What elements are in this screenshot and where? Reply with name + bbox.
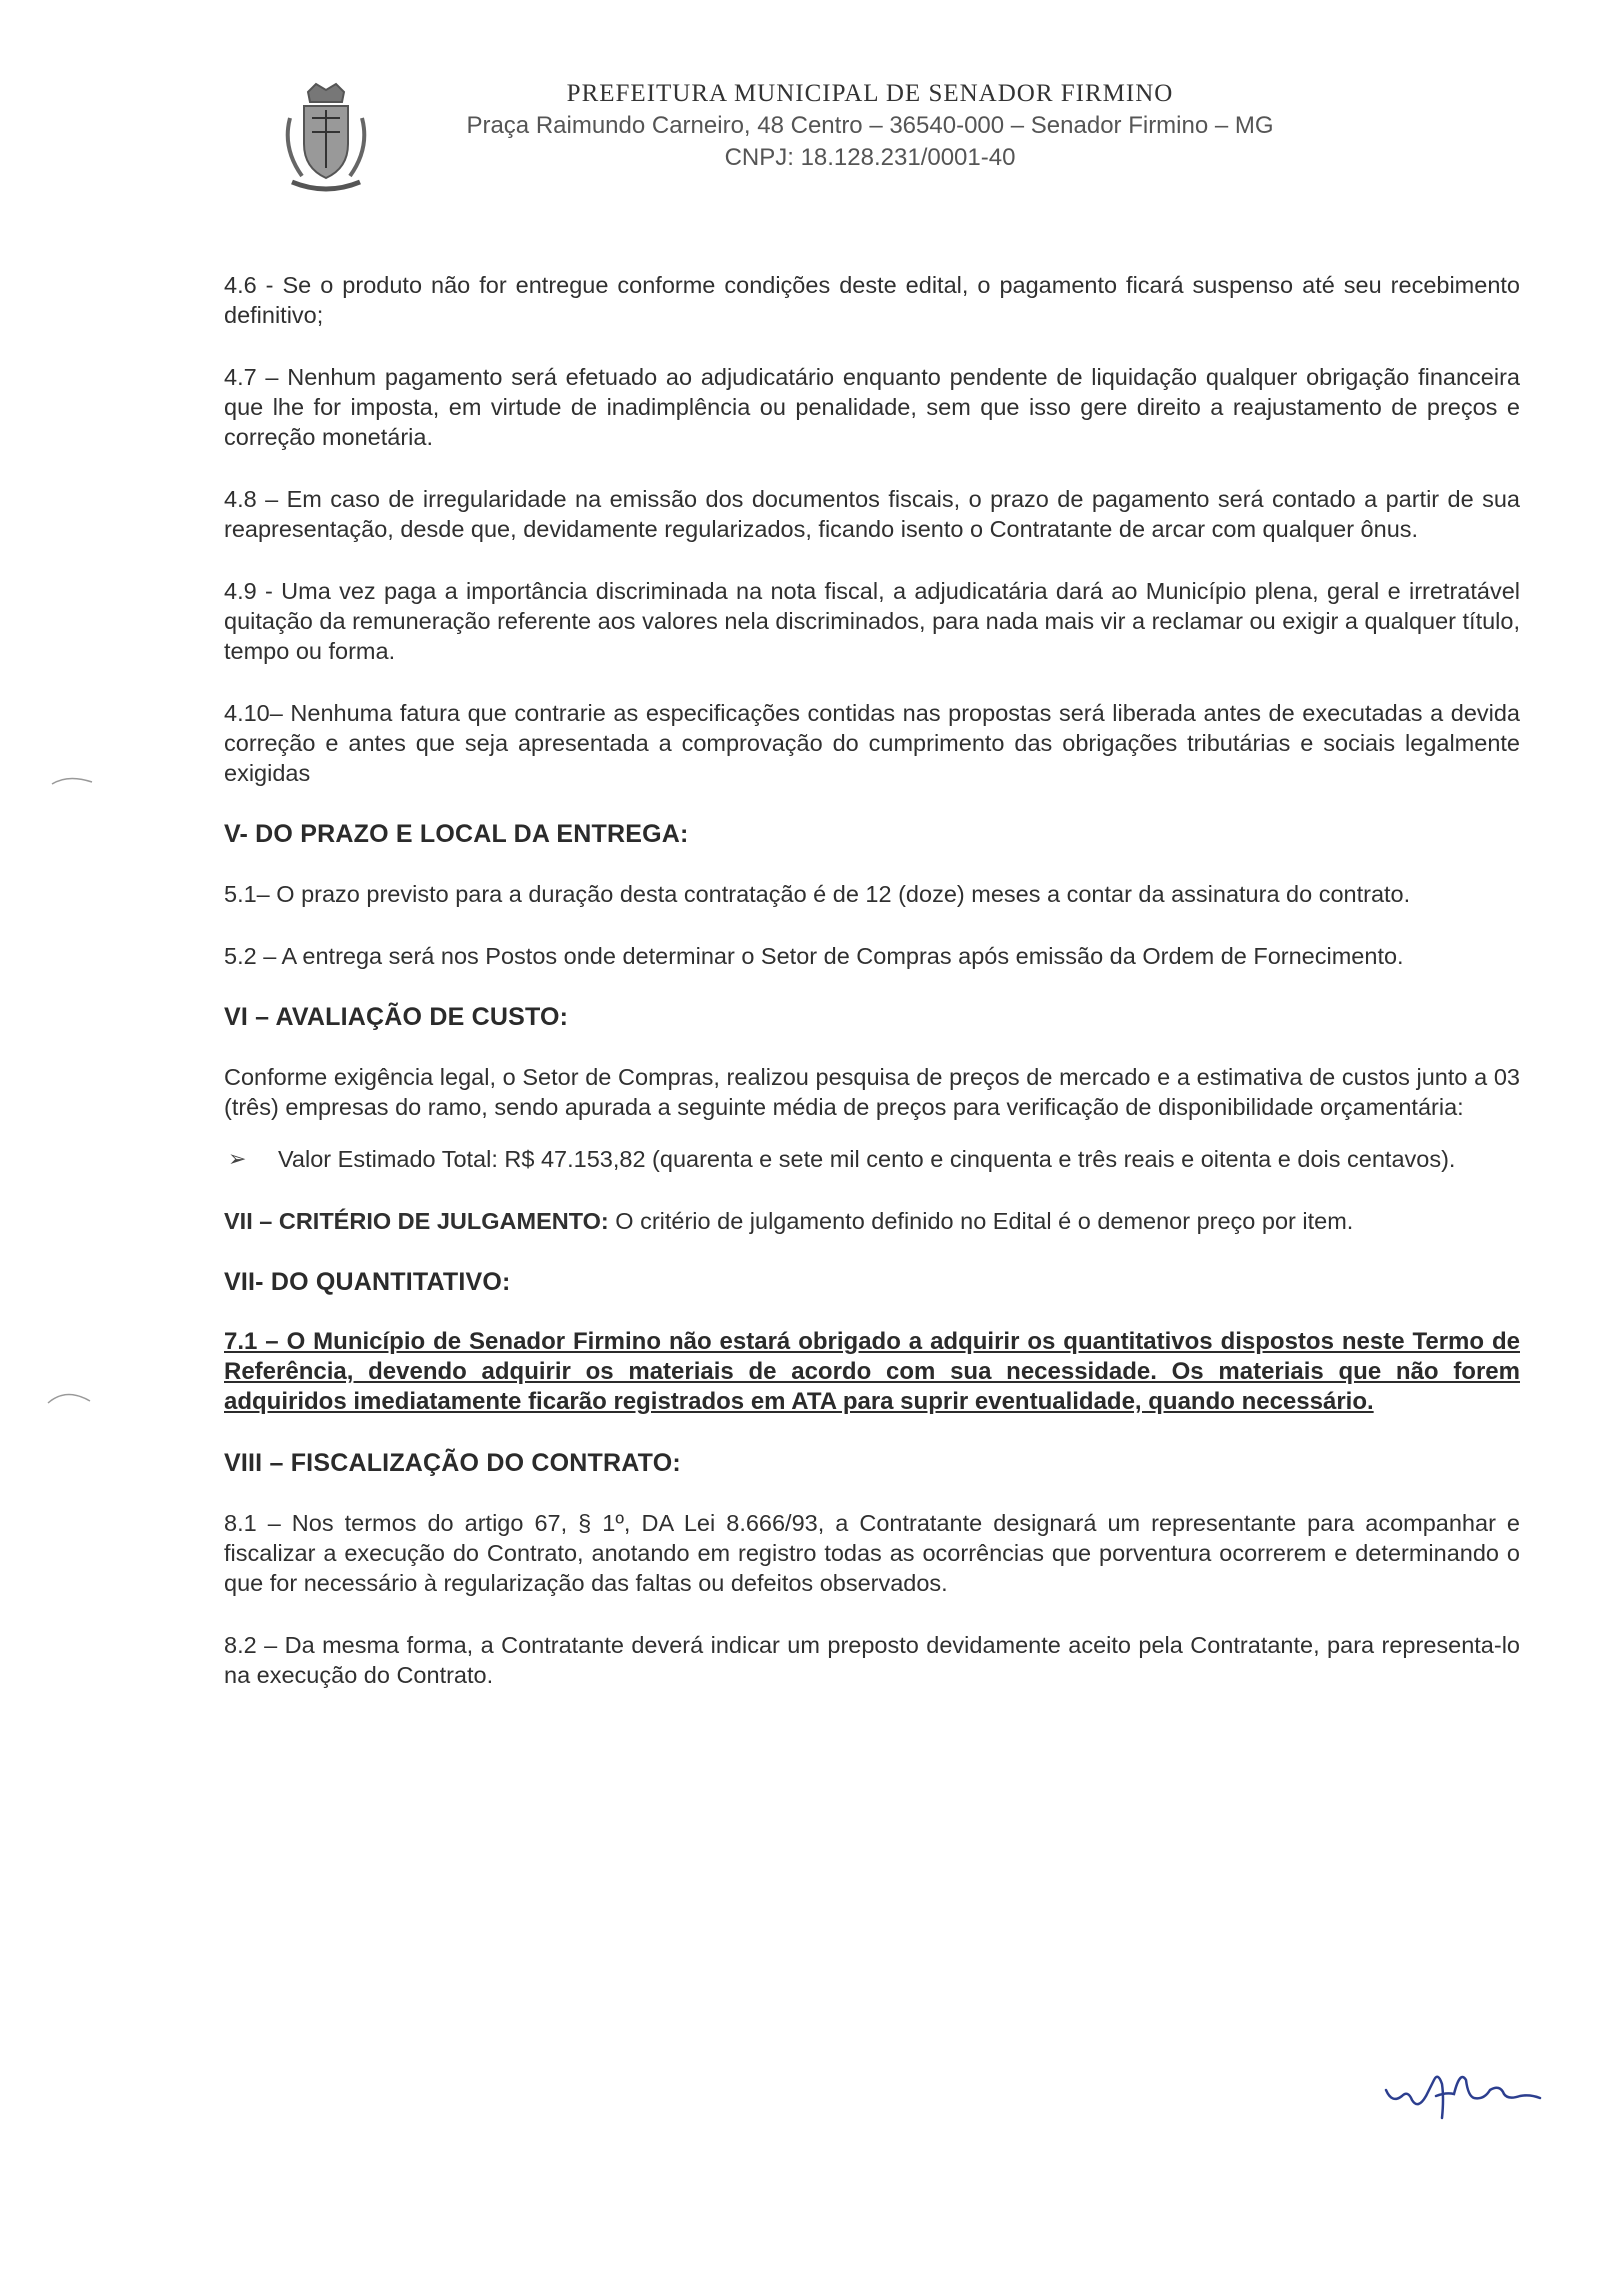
scan-mark <box>48 770 98 790</box>
section-heading-prazo: V- DO PRAZO E LOCAL DA ENTREGA: <box>224 820 689 848</box>
letterhead-address: Praça Raimundo Carneiro, 48 Centro – 36540-000 – Senador Firmino – MG <box>466 112 1274 139</box>
section-heading-fiscalizacao: VIII – FISCALIZAÇÃO DO CONTRATO: <box>224 1449 681 1477</box>
section-heading-criterio: VII – CRITÉRIO DE JULGAMENTO: <box>224 1208 609 1234</box>
list-item <box>224 1144 1520 1174</box>
clause-4-10: 4.10– Nenhuma fatura que contrarie as especificações contidas nas propostas será liberada antes de executadas a devida correção e antes que seja apresentada a comprovação do cumprimento das obrigações tributárias e sociais legalmente exigidas <box>224 700 1520 786</box>
cost-paragraph: Conforme exigência legal, o Setor de Compras, realizou pesquisa de preços de mercado e a estimativa de custos junto a 03 (três) empresas do ramo, sendo apurada a seguinte média de preços para verificação de disponibilidade orçamentária: <box>224 1064 1520 1120</box>
document-body <box>224 270 1520 1722</box>
letterhead-cnpj: CNPJ: 18.128.231/0001-40 <box>724 144 1016 171</box>
section-heading-quantitativo: VII- DO QUANTITATIVO: <box>224 1268 511 1296</box>
clause-4-6: 4.6 - Se o produto não for entregue conforme condições deste edital, o pagamento ficará suspenso até seu recebimento definitivo; <box>224 272 1520 328</box>
estimated-value: Valor Estimado Total: R$ 47.153,82 (quarenta e sete mil cento e cinquenta e três reais e oitenta e dois centavos). <box>278 1146 1456 1172</box>
clause-8-2: 8.2 – Da mesma forma, a Contratante deverá indicar um preposto devidamente aceito pela Contratante, para representa-lo na execução do Contrato. <box>224 1632 1520 1688</box>
criterio-text: O critério de julgamento definido no Edital é o demenor preço por item. <box>608 1208 1354 1234</box>
arrow-bullet-icon: ➢ <box>228 1146 247 1171</box>
clause-5-2: 5.2 – A entrega será nos Postos onde determinar o Setor de Compras após emissão da Ordem de Fornecimento. <box>224 943 1404 969</box>
clause-4-7: 4.7 – Nenhum pagamento será efetuado ao adjudicatário enquanto pendente de liquidação qualquer obrigação financeira que lhe for imposta, em virtude de inadimplência ou penalidade, sem que isso gere direito a reajustamento de preços e correção monetária. <box>224 364 1520 450</box>
clause-8-1: 8.1 – Nos termos do artigo 67, § 1º, DA Lei 8.666/93, a Contratante designará um representante para acompanhar e fiscalizar a execução do Contrato, anotando em registro todas as ocorrências que porventura ocorrerem e determinando o que for necessário à regularização das faltas ou defeitos observados. <box>224 1510 1520 1596</box>
clause-4-8: 4.8 – Em caso de irregularidade na emissão dos documentos fiscais, o prazo de pagamento será contado a partir de sua reapresentação, desde que, devidamente regularizados, ficando isento o Contratante de arcar com qualquer ônus. <box>224 486 1520 542</box>
criterio-paragraph <box>224 1206 1520 1236</box>
handwritten-signature <box>1380 2060 1560 2140</box>
scan-mark <box>44 1385 96 1409</box>
letterhead-title: PREFEITURA MUNICIPAL DE SENADOR FIRMINO <box>566 80 1174 107</box>
letterhead <box>270 78 1470 174</box>
clause-5-1: 5.1– O prazo previsto para a duração desta contratação é de 12 (doze) meses a contar da assinatura do contrato. <box>224 881 1411 907</box>
clause-7-1: 7.1 – O Município de Senador Firmino não estará obrigado a adquirir os quantitativos dispostos neste Termo de Referência, devendo adquirir os materiais de acordo com sua necessidade. Os materiais que não forem adquiridos imediatamente ficarão registrados em ATA para suprir eventualidade, quando necessário. <box>224 1328 1520 1415</box>
clause-4-9: 4.9 - Uma vez paga a importância discriminada na nota fiscal, a adjudicatária dará ao Município plena, geral e irretratável quitação da remuneração referente aos valores nela discriminados, para nada mais vir a reclamar ou exigir a qualquer título, tempo ou forma. <box>224 578 1520 664</box>
section-heading-avaliacao: VI – AVALIAÇÃO DE CUSTO: <box>224 1003 569 1031</box>
